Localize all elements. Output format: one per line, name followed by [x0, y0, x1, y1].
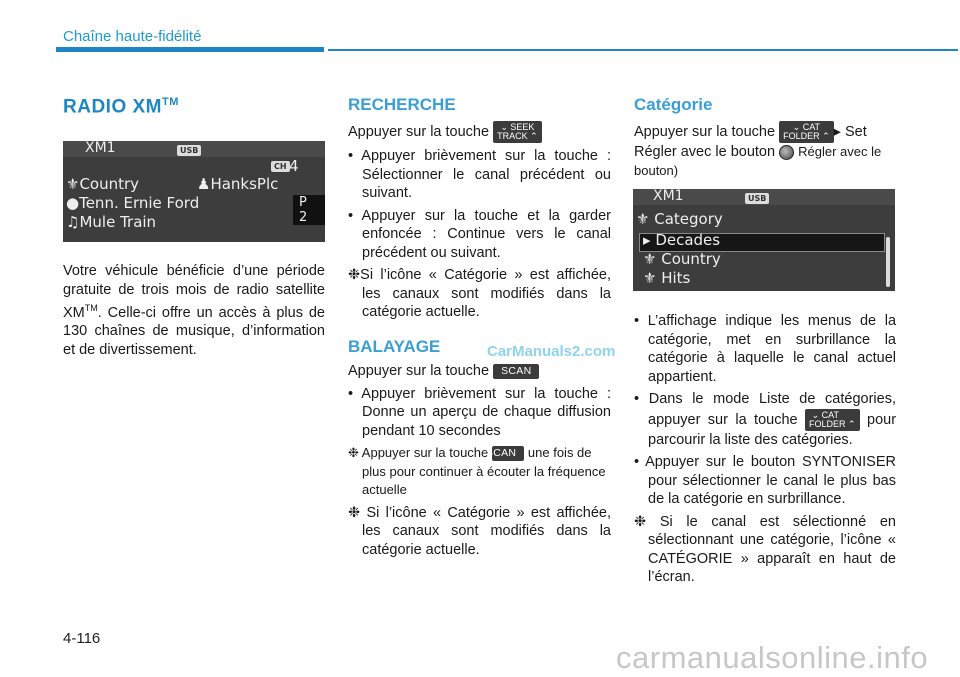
scan-button-icon: SCAN	[493, 364, 539, 379]
footer-watermark: carmanualsonline.info	[616, 640, 929, 675]
scan-button-icon-inline: SCAN	[492, 446, 524, 461]
radio-display-image	[63, 141, 325, 242]
note-icon: ♫	[66, 213, 80, 231]
balayage-bullet-1: • Appuyer brièvement sur la touche : Donne un aperçu de chaque diffusion pendant 10 secondes	[348, 385, 611, 439]
categorie-intro: Appuyer sur la touche ⌄ CAT FOLDER ⌃ ▸ Set Régler avec le bouton Régler avec le bouton)	[634, 122, 882, 178]
header-rule-thin	[328, 49, 958, 51]
seek-track-button-icon: ⌄ SEEK TRACK ⌃	[493, 121, 542, 143]
display-tab-2: XM1	[653, 188, 684, 204]
section-title: RADIO XM™	[63, 96, 179, 118]
balayage-note-2: ❉ Si l’icône « Catégorie » est affichée, les canaux sont modifiés dans la catégorie actuelle.	[348, 504, 611, 558]
intro-paragraph: Votre véhicule bénéficie d’une période gratuite de trois mois de radio satellite XM™. Celle-ci offre un accès à plus de 130 chaînes de musique, d’information et de divertissement.	[63, 263, 325, 358]
mic-icon: ♟	[197, 175, 211, 193]
category-icon: ⚜	[66, 175, 80, 193]
artist-name: ●Tenn. Ernie Ford	[66, 194, 200, 212]
category-line: ⚜Country	[66, 175, 140, 193]
preset-badge: P 2	[293, 195, 325, 225]
category-item-country: ⚜ Country	[643, 250, 721, 268]
categorie-bullet-2: • Dans le mode Liste de catégories, appuyer sur la touche ⌄ CAT FOLDER ⌃ pour parcourir la liste des catégories.	[634, 391, 897, 448]
recherche-bullet-2: • Appuyer sur la touche et la garder enfoncée : Continue vers le canal précédent ou suivant.	[348, 207, 611, 261]
song-title: ♫Mule Train	[66, 213, 157, 231]
categorie-bullet-3: • Appuyer sur le bouton SYNTONISER pour sélectionner le canal le plus bas de la catégorie en surbrillance.	[634, 454, 896, 507]
channel-badge: CH	[271, 161, 290, 172]
header-rule-thick	[56, 47, 324, 52]
display-tab: XM1	[85, 140, 116, 156]
carmanuals-watermark: CarManuals2.com	[487, 343, 616, 360]
recherche-bullet-1: • Appuyer brièvement sur la touche : Sélectionner le canal précédent ou suivant.	[348, 148, 611, 201]
usb-badge-2: USB	[745, 193, 769, 204]
recherche-block: Appuyer sur la touche ⌄ SEEK TRACK ⌃ • Appuyer brièvement sur la touche : Sélectionner le canal précédent ou suivant. • Appuyer sur la touche et la garder enfoncée : Continue vers le canal précédent ou suivant. ❉Si l’icône « Catégorie » est affichée, les canaux sont modifiés dans la catégorie actuelle.	[348, 122, 611, 320]
category-menu-header: ⚜ Category	[636, 210, 723, 228]
person-icon: ●	[66, 194, 80, 212]
categorie-note: ❉ Si le canal est sélectionné en sélectionnant une catégorie, l’icône « CATÉGORIE » apparaît en haut de l’écran.	[634, 513, 896, 585]
cat-folder-button-icon: ⌄ CAT FOLDER ⌃	[779, 121, 834, 143]
recherche-note: ❉Si l’icône « Catégorie » est affichée, les canaux sont modifiés dans la catégorie actuelle.	[348, 267, 611, 320]
balayage-note-1: ❉ Appuyer sur la touche SCAN une fois de plus pour continuer à écouter la fréquence actuelle	[348, 445, 606, 497]
balayage-heading: BALAYAGE	[348, 337, 441, 356]
usb-badge: USB	[177, 145, 201, 156]
running-header: Chaîne haute-fidélité	[63, 28, 202, 45]
trademark-mark: TM	[162, 96, 179, 108]
balayage-block: Appuyer sur la touche SCAN • Appuyer brièvement sur la touche : Donne un aperçu de chaque diffusion pendant 10 secondes ❉ Appuyer sur la touche SCAN une fois de plus pour continuer à écouter la fréquence actuelle ❉ Si l’icône « Catégorie » est affichée, les canaux sont modifiés dans la catégorie actuelle.	[348, 363, 611, 558]
categorie-list	[634, 308, 896, 587]
category-display-image	[633, 189, 895, 291]
categorie-bullet-1: • L’affichage indique les menus de la catégorie, met en surbrillance la catégorie à laquelle le canal actuel appartient.	[634, 313, 897, 385]
artist-line: ♟HanksPlc	[197, 175, 279, 193]
page-number: 4-116	[63, 630, 101, 647]
category-item-hits: ⚜ Hits	[643, 269, 691, 287]
categorie-heading: Catégorie	[634, 95, 713, 114]
category-item-decades: ▸ Decades	[643, 231, 721, 249]
channel-number: 4	[289, 157, 299, 175]
cat-folder-button-icon-inline: ⌄ CAT FOLDER ⌃	[805, 409, 860, 431]
recherche-heading: RECHERCHE	[348, 95, 456, 114]
tune-knob-icon	[779, 145, 794, 160]
scrollbar	[886, 237, 890, 287]
